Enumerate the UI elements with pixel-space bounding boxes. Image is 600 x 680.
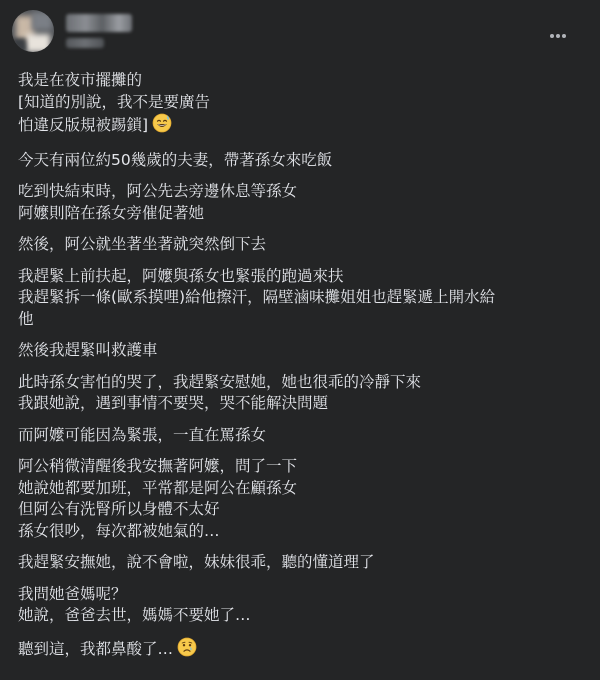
post-text: 怕違反版規被踢鎖] (18, 116, 149, 134)
post-text-line (18, 203, 588, 225)
post-text: 我趕緊拆一條(歐系摸哩)給他擦汗，隔壁滷味攤姐姐也趕緊遞上開水給 (18, 288, 496, 306)
post-text: [知道的別說，我不是要廣告 (18, 92, 211, 111)
crying-face-emoji-icon (177, 637, 197, 664)
post-text-line (18, 234, 588, 256)
post-text: 孫女很吵，每次都被她氣的… (18, 521, 220, 540)
post-paragraph (18, 150, 588, 172)
post-text: 她說，爸爸去世，媽媽不要她了… (18, 606, 251, 624)
post-text: 然後我趕緊叫救護車 (18, 341, 158, 359)
post-text-line (18, 637, 588, 664)
more-horizontal-icon (548, 26, 568, 46)
post-text-line (18, 521, 588, 543)
post-text-line (18, 70, 588, 92)
post-text-line (18, 266, 588, 288)
post-paragraph (18, 456, 588, 542)
post-text-line (18, 552, 588, 574)
post-paragraph (18, 637, 588, 664)
post-paragraph (18, 552, 588, 574)
post-text: 阿嬤則陪在孫女旁催促著她 (18, 203, 205, 222)
post-body-text (18, 70, 588, 673)
post-paragraph (18, 266, 588, 331)
post-text-line (18, 425, 588, 447)
post-text-line (18, 499, 588, 521)
post-text: 我趕緊上前扶起，阿嬤與孫女也緊張的跑過來扶 (18, 266, 344, 285)
post-paragraph (18, 584, 588, 627)
more-options-button[interactable] (540, 18, 576, 54)
post-text: 聽到這，我都鼻酸了… (18, 639, 174, 658)
profile-avatar-blurred[interactable] (12, 10, 54, 52)
post-text-line (18, 372, 588, 394)
post-text: 阿公稍微清醒後我安撫著阿嬤，問了一下 (18, 457, 298, 475)
post-text: 我趕緊安撫她，說不會啦，妹妹很乖，聽的懂道理了 (18, 553, 375, 571)
post-paragraph (18, 181, 588, 224)
post-text: 我問她爸媽呢？ (18, 584, 127, 603)
grinning-sweat-emoji-icon (152, 113, 172, 140)
post-text-line (18, 92, 588, 114)
post-text: 但阿公有洗腎所以身體不太好 (18, 500, 220, 518)
post-text-line (18, 287, 588, 309)
post-timestamp-blurred[interactable] (66, 38, 104, 48)
author-name-blurred[interactable] (66, 14, 132, 32)
post-text: 然後，阿公就坐著坐著就突然倒下去 (18, 235, 267, 253)
post-text-line (18, 584, 588, 606)
post-text-line (18, 181, 588, 203)
post-text-line (18, 340, 588, 362)
post-text-line (18, 456, 588, 478)
post-text: 她說她都要加班，平常都是阿公在顧孫女 (18, 478, 298, 497)
post-text: 此時孫女害怕的哭了，我趕緊安慰她，她也很乖的冷靜下來 (18, 372, 422, 391)
post-paragraph (18, 234, 588, 256)
post-text-line (18, 478, 588, 500)
post-text: 吃到快結束時，阿公先去旁邊休息等孫女 (18, 182, 298, 200)
post-text: 今天有兩位約50幾歲的夫妻，帶著孫女來吃飯 (18, 150, 333, 169)
post-text: 我是在夜市擺攤的 (18, 71, 143, 89)
post-text: 他 (18, 309, 34, 328)
post-paragraph (18, 425, 588, 447)
post-paragraph (18, 70, 588, 140)
post-paragraph (18, 340, 588, 362)
post-header (0, 0, 600, 68)
post-text: 而阿嬤可能因為緊張，一直在罵孫女 (18, 425, 267, 444)
post-text-line (18, 309, 588, 331)
post-text: 我跟她說，遇到事情不要哭，哭不能解決問題 (18, 394, 329, 412)
post-text-line (18, 605, 588, 627)
post-text-line (18, 150, 588, 172)
post-text-line (18, 113, 588, 140)
post-text-line (18, 393, 588, 415)
post-paragraph (18, 372, 588, 415)
